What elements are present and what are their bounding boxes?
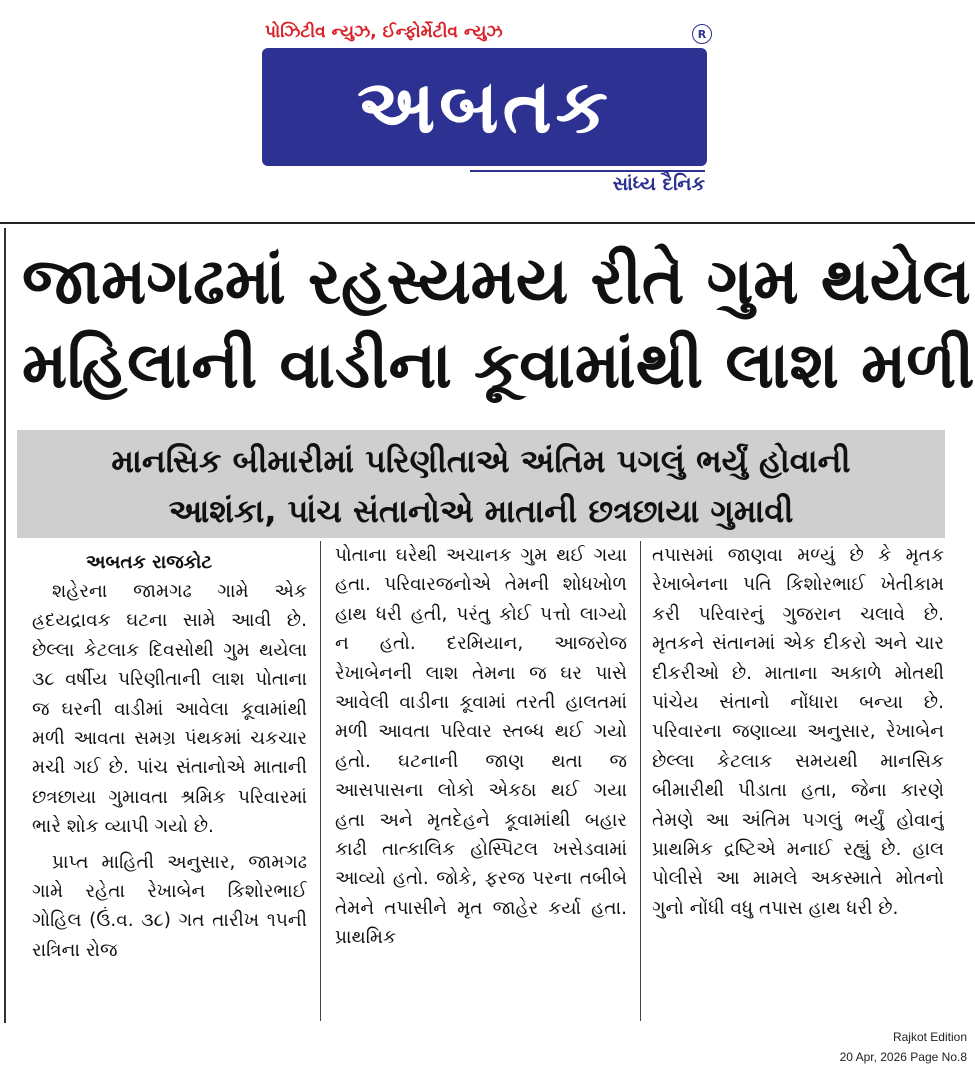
masthead: [0, 0, 975, 225]
headline-line-2: મહિલાની વાડીના કૂવામાંથી લાશ મળી: [22, 329, 975, 403]
masthead-tagline: પોઝિટીવ ન્યુઝ, ઈન્ફોર્મેટીવ ન્યુઝ: [265, 22, 503, 42]
subheadline-line-2: આશંકા, પાંચ સંતાનોએ માતાની છત્રછાયા ગુમાવી: [168, 492, 794, 530]
article-column-2: [335, 541, 627, 1013]
masthead-divider: [0, 222, 975, 224]
paragraph: તપાસમાં જાણવા મળ્યું છે કે મૃતક રેખાબેનના પતિ કિશોરભાઈ ખેતીકામ કરી પરિવારનું ગુજરાન ચલાવે છે. મૃતકને સંતાનમાં એક દીકરો અને ચાર દીકરીઓ છે. માતાના અકાળે મોતથી પાંચેય સંતાનો નોંધારા બન્યા છે. પરિવારના જણાવ્યા અનુસાર, રેખાબેન છેલ્લા કેટલાક સમયથી માનસિક બીમારીથી પીડાતા હતા, જેના કારણે તેમણે આ અંતિમ પગલું ભર્યું હોવાનું પ્રાથમિક દ્રષ્ટિએ મનાઈ રહ્યું છે. હાલ પોલીસે આ મામલે અકસ્માતે મોતનો ગુનો નોંધી વધુ તપાસ હાથ ધરી છે.: [652, 545, 944, 919]
paragraph: શહેરના જામગઢ ગામે એક હ્રદયદ્રાવક ઘટના સામે આવી છે. છેલ્લા કેટલાક દિવસોથી ગુમ થયેલા ૩૮ વર્ષીય પરિણીતાની લાશ પોતાના જ ઘરની વાડીમાં આવેલા કૂવામાંથી મળી આવતા સમગ્ર પંથકમાં ચકચાર મચી ગઈ છે. પાંચ સંતાનોએ માતાની છત્રછાયા ગુમાવતા શ્રમિક પરિવારમાં ભારે શોક વ્યાપી ગયો છે.: [32, 581, 307, 838]
registered-mark-icon: R: [692, 24, 712, 44]
byline: અબતક રાજકોટ: [86, 552, 213, 573]
column-divider: [640, 541, 641, 1021]
article-column-1: [32, 548, 307, 1020]
edition-label: સાંધ્ય દૈનિક: [612, 173, 705, 195]
footer-date-page: 20 Apr, 2026 Page No.8: [839, 1050, 967, 1064]
column-divider: [320, 541, 321, 1021]
masthead-underline: [470, 170, 705, 172]
article-left-border: [4, 228, 6, 1023]
article-subheadline: [17, 430, 945, 538]
headline-line-1: જામગઢમાં રહસ્યમય રીતે ગુમ થયેલ: [22, 245, 971, 319]
paragraph: પ્રાપ્ત માહિતી અનુસાર, જામગઢ ગામે રહેતા રેખાબેન કિશોરભાઈ ગોહિલ (ઉં.વ. ૩૮) ગત તારીખ ૧૫ની રાત્રિના રોજ: [32, 851, 307, 961]
subheadline-line-1: માનસિક બીમારીમાં પરિણીતાએ અંતિમ પગલું ભર્યું હોવાની: [111, 442, 851, 480]
footer-edition: Rajkot Edition: [892, 1030, 967, 1044]
article-column-3: [652, 541, 944, 1013]
article-headline: [22, 240, 975, 408]
newspaper-logo: અબતક: [262, 48, 707, 166]
paragraph: પોતાના ઘરેથી અચાનક ગુમ થઈ ગયા હતા. પરિવારજનોએ તેમની શોધખોળ હાથ ધરી હતી, પરંતુ કોઈ પત્તો લાગ્યો ન હતો. દરમિયાન, આજરોજ રેખાબેનની લાશ તેમના જ ઘર પાસે આવેલી વાડીના કૂવામાં તરતી હાલતમાં મળી આવતા પરિવાર સ્તબ્ધ થઈ ગયો હતો. ઘટનાની જાણ થતા જ આસપાસના લોકો એકઠા થઈ ગયા હતા અને મૃતદેહને કૂવામાંથી બહાર કાઢી તાત્કાલિક હોસ્પિટલ ખસેડવામાં આવ્યો હતો. જોકે, ફરજ પરના તબીબે તેમને તપાસીને મૃત જાહેર કર્યા હતા. પ્રાથમિક: [335, 545, 627, 949]
